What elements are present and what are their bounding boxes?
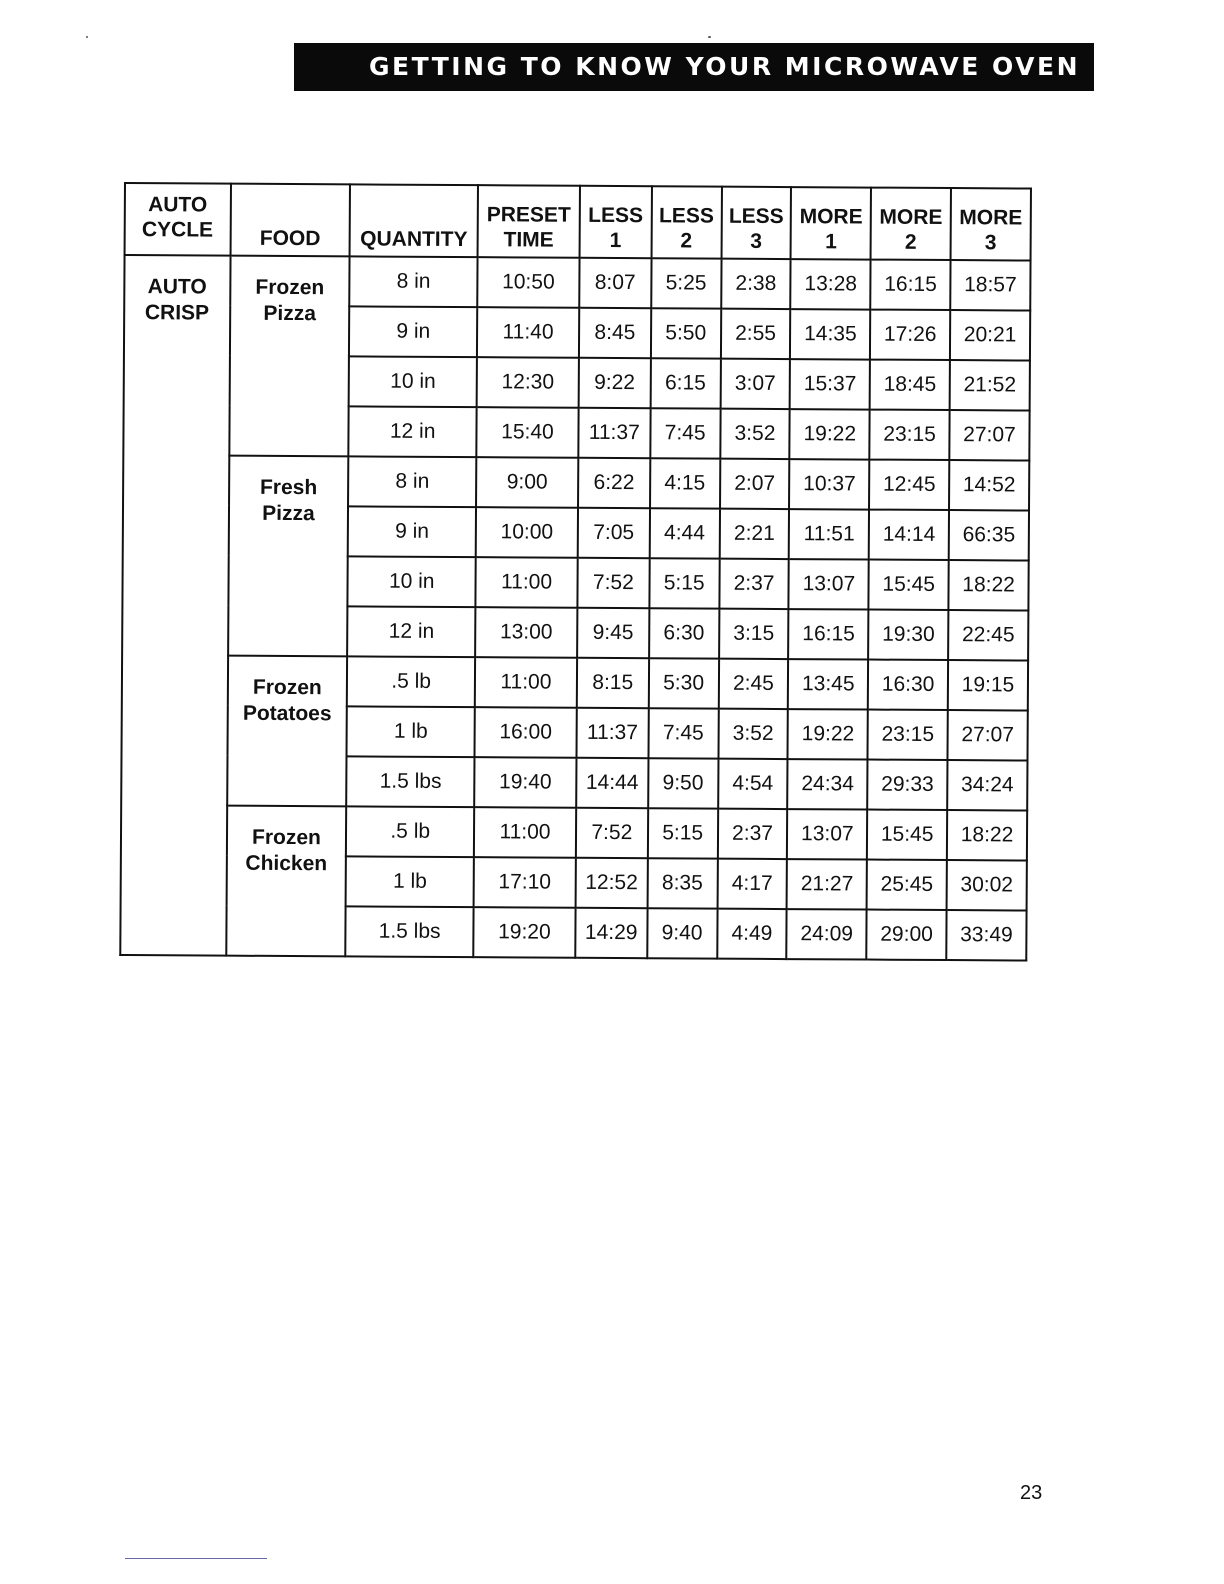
time-cell: 7:52 — [576, 808, 648, 858]
time-cell: 14:35 — [790, 309, 870, 359]
time-cell: 25:45 — [867, 860, 947, 910]
quantity-cell: 12 in — [349, 406, 477, 457]
column-header-line: 1 — [609, 228, 622, 253]
auto-cycle-label: CRISP — [144, 301, 210, 325]
column-header-line: 3 — [984, 231, 997, 255]
bottom-rule — [125, 1558, 267, 1559]
food-cell — [226, 806, 347, 957]
food-cell — [227, 656, 348, 807]
time-cell: 16:15 — [789, 609, 869, 659]
time-cell: 13:07 — [787, 809, 867, 859]
time-cell: 2:55 — [721, 309, 791, 359]
time-cell: 13:28 — [791, 259, 871, 309]
time-cell: 19:30 — [868, 610, 948, 660]
time-cell: 2:45 — [718, 659, 788, 709]
column-header-line: 2 — [904, 230, 917, 254]
time-cell: 20:21 — [950, 310, 1030, 360]
time-cell: 23:15 — [868, 710, 948, 760]
time-cell: 27:07 — [948, 710, 1028, 760]
time-cell: 19:22 — [788, 709, 868, 759]
time-cell: 9:50 — [648, 758, 718, 808]
time-cell: 11:37 — [576, 708, 648, 758]
column-header-more-1 — [791, 187, 871, 259]
column-header-line: QUANTITY — [360, 227, 468, 252]
column-header-line: LESS — [728, 204, 784, 229]
time-cell: 2:07 — [720, 459, 790, 509]
column-header-preset-time — [478, 185, 580, 258]
column-header-line: FOOD — [259, 226, 321, 251]
time-cell: 11:00 — [476, 557, 578, 608]
time-cell: 11:37 — [578, 408, 650, 458]
table-body — [120, 255, 1030, 961]
time-cell: 10:50 — [477, 257, 579, 308]
quantity-cell: .5 lb — [347, 656, 475, 707]
column-header-line: LESS — [658, 204, 714, 228]
column-header-line: MORE — [799, 205, 863, 229]
time-cell: 17:10 — [474, 857, 576, 908]
food-label: Chicken — [245, 851, 328, 876]
quantity-cell: 10 in — [349, 356, 477, 407]
time-cell: 8:45 — [579, 308, 651, 358]
time-cell: 14:52 — [949, 460, 1029, 510]
time-cell: 2:37 — [717, 809, 787, 859]
time-cell: 14:14 — [869, 510, 949, 560]
time-cell: 15:45 — [867, 810, 947, 860]
time-cell: 15:40 — [476, 407, 578, 458]
time-cell: 3:52 — [718, 709, 788, 759]
auto-cycle-label: AUTO — [147, 275, 207, 299]
time-cell: 11:51 — [789, 509, 869, 559]
time-cell: 29:00 — [867, 910, 947, 960]
time-cell: 2:38 — [721, 259, 791, 309]
scan-speck — [86, 36, 88, 38]
time-cell: 6:15 — [650, 358, 720, 408]
time-cell: 4:17 — [717, 859, 787, 909]
time-cell: 19:15 — [948, 660, 1028, 710]
column-header-line: AUTO — [148, 193, 208, 217]
time-cell: 66:35 — [949, 510, 1029, 560]
quantity-cell: 8 in — [348, 456, 476, 507]
time-cell: 14:29 — [575, 908, 647, 958]
column-header-line: LESS — [588, 203, 644, 228]
scan-speck — [708, 36, 711, 38]
time-cell: 15:45 — [869, 560, 949, 610]
time-cell: 22:45 — [948, 610, 1028, 660]
table-row — [121, 805, 1027, 861]
time-cell: 7:05 — [578, 508, 650, 558]
time-cell: 4:54 — [718, 759, 788, 809]
time-cell: 4:44 — [649, 508, 719, 558]
time-cell: 3:52 — [720, 409, 790, 459]
auto-cycle-cell — [120, 255, 230, 956]
time-cell: 13:00 — [475, 607, 577, 658]
time-cell: 18:45 — [870, 360, 950, 410]
column-header-less-3 — [721, 187, 791, 259]
time-cell: 5:15 — [648, 808, 718, 858]
table-row — [122, 655, 1028, 711]
column-header-less-2 — [651, 186, 721, 258]
time-cell: 9:40 — [647, 908, 717, 958]
column-header-quantity — [350, 184, 478, 257]
section-header — [294, 43, 1094, 91]
quantity-cell: 1.5 lbs — [347, 756, 475, 807]
time-cell: 23:15 — [870, 410, 950, 460]
food-label: Potatoes — [242, 701, 332, 726]
time-cell: 9:22 — [579, 358, 651, 408]
time-cell: 16:30 — [868, 660, 948, 710]
quantity-cell: 9 in — [349, 306, 477, 357]
food-label: Fresh — [259, 475, 318, 500]
time-cell: 6:30 — [649, 608, 719, 658]
time-cell: 18:22 — [948, 560, 1028, 610]
quantity-cell: 1.5 lbs — [346, 906, 474, 957]
food-label: Pizza — [262, 501, 315, 526]
quantity-cell: 1 lb — [347, 706, 475, 757]
time-cell: 4:15 — [650, 458, 720, 508]
time-cell: 11:40 — [477, 307, 579, 358]
time-cell: 8:07 — [579, 258, 651, 308]
time-cell: 7:45 — [650, 408, 720, 458]
quantity-cell: 10 in — [348, 556, 476, 607]
time-cell: 5:30 — [649, 658, 719, 708]
time-cell: 10:37 — [789, 459, 869, 509]
time-cell: 29:33 — [867, 760, 947, 810]
time-cell: 2:21 — [719, 509, 789, 559]
food-cell — [228, 456, 349, 657]
column-header-line: TIME — [503, 228, 554, 252]
column-header-more-3 — [951, 188, 1031, 260]
food-label: Frozen — [252, 675, 322, 700]
time-cell: 19:40 — [474, 757, 576, 808]
column-header-line: 3 — [750, 229, 763, 253]
food-cell — [229, 256, 350, 457]
auto-crisp-table — [119, 182, 1032, 962]
time-cell: 9:45 — [577, 608, 649, 658]
time-cell: 13:45 — [788, 659, 868, 709]
quantity-cell: .5 lb — [346, 806, 474, 857]
column-header-line: PRESET — [486, 203, 571, 227]
time-cell: 15:37 — [790, 359, 870, 409]
column-header-more-2 — [871, 188, 951, 260]
time-cell: 12:30 — [477, 357, 579, 408]
section-title: GETTING TO KNOW YOUR MICROWAVE OVEN — [369, 52, 1080, 81]
time-cell: 5:15 — [649, 558, 719, 608]
page-number: 23 — [1020, 1482, 1043, 1504]
time-cell: 3:07 — [720, 359, 790, 409]
quantity-cell: 9 in — [348, 506, 476, 557]
time-cell: 13:07 — [789, 559, 869, 609]
food-label: Frozen — [255, 275, 325, 300]
time-cell: 5:50 — [651, 308, 721, 358]
time-cell: 11:00 — [474, 807, 576, 858]
time-cell: 10:00 — [476, 507, 578, 558]
time-cell: 21:27 — [787, 859, 867, 909]
time-cell: 24:09 — [787, 909, 867, 959]
time-cell: 11:00 — [475, 657, 577, 708]
food-label: Pizza — [263, 301, 317, 326]
time-cell: 7:45 — [648, 708, 718, 758]
time-cell: 5:25 — [651, 258, 721, 308]
time-cell: 9:00 — [476, 457, 578, 508]
time-cell: 16:00 — [475, 707, 577, 758]
time-cell: 8:15 — [577, 658, 649, 708]
column-header-line: CYCLE — [141, 218, 214, 242]
time-cell: 19:22 — [790, 409, 870, 459]
time-cell: 27:07 — [949, 410, 1029, 460]
time-cell: 12:45 — [869, 460, 949, 510]
table-row — [123, 455, 1029, 511]
time-cell: 24:34 — [788, 759, 868, 809]
time-cell: 3:15 — [719, 609, 789, 659]
time-cell: 18:57 — [950, 260, 1030, 310]
time-cell: 2:37 — [719, 559, 789, 609]
time-cell: 8:35 — [647, 858, 717, 908]
column-header-line: MORE — [879, 205, 943, 230]
quantity-cell: 12 in — [347, 606, 475, 657]
time-cell: 12:52 — [575, 858, 647, 908]
time-cell: 16:15 — [870, 260, 950, 310]
time-cell: 21:52 — [950, 360, 1030, 410]
time-cell: 30:02 — [947, 860, 1027, 910]
column-header-less-1 — [579, 186, 651, 258]
time-cell: 14:44 — [576, 758, 648, 808]
time-cell: 7:52 — [577, 558, 649, 608]
column-header-line: 1 — [825, 230, 837, 254]
quantity-cell: 8 in — [350, 256, 478, 307]
time-cell: 33:49 — [946, 910, 1026, 960]
food-label: Frozen — [251, 825, 321, 850]
time-cell: 18:22 — [947, 810, 1027, 860]
table-row — [124, 255, 1030, 311]
column-header-line: MORE — [959, 206, 1023, 230]
column-header-food — [230, 184, 350, 257]
quantity-cell: 1 lb — [346, 856, 474, 907]
table-header — [125, 183, 1031, 261]
column-header-auto-cycle — [125, 183, 231, 256]
time-cell: 17:26 — [870, 310, 950, 360]
time-cell: 4:49 — [717, 909, 787, 959]
time-cell: 34:24 — [947, 760, 1027, 810]
time-cell: 6:22 — [578, 458, 650, 508]
column-header-line: 2 — [680, 229, 693, 253]
time-cell: 19:20 — [473, 907, 575, 958]
header-row — [125, 183, 1031, 261]
